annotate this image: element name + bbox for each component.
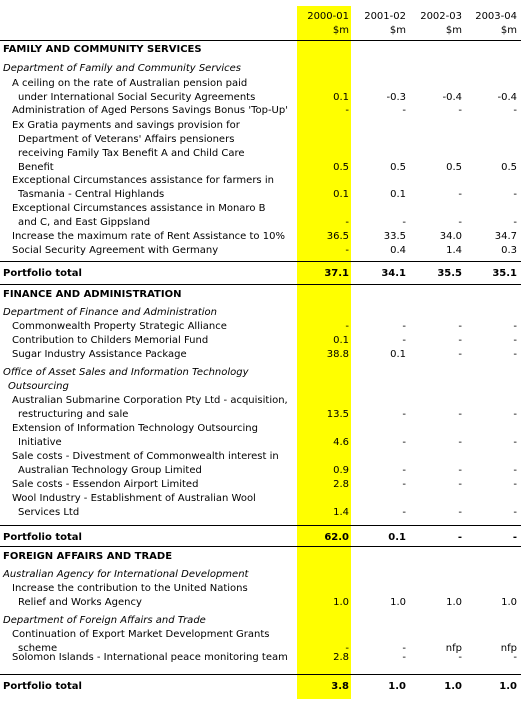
col-unit-2001-02: $m bbox=[389, 25, 406, 36]
row-label: Department of Veterans' Affairs pensioners bbox=[18, 134, 235, 145]
row-label: FAMILY AND COMMUNITY SERVICES bbox=[3, 44, 202, 55]
row-label: Commonwealth Property Strategic Alliance bbox=[12, 321, 227, 332]
row-label: restructuring and sale bbox=[18, 409, 129, 420]
row-label: Administration of Aged Persons Savings Bonus 'Top-Up' bbox=[12, 105, 288, 116]
row-label: Sugar Industry Assistance Package bbox=[12, 349, 187, 360]
cell-value-2003-04: - bbox=[513, 409, 517, 420]
row-label: Office of Asset Sales and Information Technology bbox=[3, 367, 249, 378]
cell-value-2001-02: 33.5 bbox=[383, 231, 406, 242]
cell-value-2002-03: - bbox=[458, 189, 462, 200]
cell-value-2001-02: 0.5 bbox=[390, 162, 406, 173]
cell-value-2002-03: 35.5 bbox=[437, 268, 462, 279]
col-year-2003-04: 2003-04 bbox=[475, 11, 517, 22]
cell-value-2003-04: - bbox=[512, 532, 517, 543]
cell-value-2003-04: 0.3 bbox=[501, 245, 517, 256]
cell-value-2002-03: - bbox=[458, 507, 462, 518]
cell-value-2001-02: - bbox=[402, 507, 406, 518]
row-label: Services Ltd bbox=[18, 507, 80, 518]
cell-value-2000-01: - bbox=[345, 643, 349, 654]
row-label: Tasmania - Central Highlands bbox=[18, 189, 165, 200]
cell-value-2003-04: 34.7 bbox=[494, 231, 517, 242]
col-year-2002-03: 2002-03 bbox=[420, 11, 462, 22]
cell-value-2001-02: 0.4 bbox=[390, 245, 406, 256]
cell-value-2000-01: 36.5 bbox=[326, 231, 349, 242]
cell-value-2000-01: 1.4 bbox=[333, 507, 349, 518]
col-year-2000-01: 2000-01 bbox=[307, 11, 349, 22]
cell-value-2003-04: - bbox=[513, 479, 517, 490]
cell-value-2003-04: - bbox=[513, 321, 517, 332]
row-label: Outsourcing bbox=[8, 381, 69, 392]
cell-value-2003-04: - bbox=[513, 217, 517, 228]
row-label: FOREIGN AFFAIRS AND TRADE bbox=[3, 551, 173, 562]
cell-value-2000-01: 1.0 bbox=[333, 597, 349, 608]
cell-value-2001-02: 0.1 bbox=[388, 532, 406, 543]
cell-value-2001-02: - bbox=[402, 652, 406, 663]
cell-value-2003-04: - bbox=[513, 349, 517, 360]
cell-value-2001-02: - bbox=[402, 643, 406, 654]
row-label: A ceiling on the rate of Australian pension paid bbox=[12, 78, 248, 89]
cell-value-2001-02: 34.1 bbox=[381, 268, 406, 279]
cell-value-2000-01: - bbox=[345, 217, 349, 228]
cell-value-2002-03: - bbox=[458, 437, 462, 448]
horizontal-rule bbox=[0, 546, 521, 547]
cell-value-2003-04: - bbox=[513, 465, 517, 476]
cell-value-2000-01: 0.5 bbox=[333, 162, 349, 173]
cell-value-2003-04: 35.1 bbox=[492, 268, 517, 279]
row-label: Contribution to Childers Memorial Fund bbox=[12, 335, 209, 346]
cell-value-2001-02: - bbox=[402, 409, 406, 420]
row-label: Sale costs - Essendon Airport Limited bbox=[12, 479, 199, 490]
cell-value-2001-02: 1.0 bbox=[390, 597, 406, 608]
cell-value-2002-03: - bbox=[458, 479, 462, 490]
cell-value-2002-03: 1.4 bbox=[446, 245, 462, 256]
row-label: Portfolio total bbox=[3, 268, 82, 279]
cell-value-2003-04: - bbox=[513, 105, 517, 116]
horizontal-rule bbox=[0, 674, 521, 675]
row-label: Benefit bbox=[18, 162, 54, 173]
row-label: Department of Finance and Administration bbox=[3, 307, 218, 318]
cell-value-2003-04: -0.4 bbox=[497, 92, 517, 103]
cell-value-2002-03: 1.0 bbox=[444, 681, 462, 692]
cell-value-2002-03: 34.0 bbox=[439, 231, 462, 242]
cell-value-2000-01: 0.1 bbox=[333, 189, 349, 200]
cell-value-2000-01: 0.9 bbox=[333, 465, 349, 476]
cell-value-2002-03: - bbox=[458, 321, 462, 332]
row-label: Wool Industry - Establishment of Australian Wool bbox=[12, 493, 256, 504]
cell-value-2003-04: nfp bbox=[500, 643, 517, 654]
cell-value-2003-04: - bbox=[513, 507, 517, 518]
cell-value-2000-01: 62.0 bbox=[324, 532, 349, 543]
row-label: Social Security Agreement with Germany bbox=[12, 245, 219, 256]
cell-value-2000-01: 37.1 bbox=[324, 268, 349, 279]
cell-value-2001-02: 0.1 bbox=[390, 189, 406, 200]
cell-value-2003-04: 0.5 bbox=[501, 162, 517, 173]
cell-value-2001-02: - bbox=[402, 437, 406, 448]
cell-value-2000-01: 2.8 bbox=[333, 479, 349, 490]
row-label: scheme bbox=[18, 643, 58, 654]
col-unit-2000-01: $m bbox=[332, 25, 349, 36]
horizontal-rule bbox=[0, 261, 521, 262]
row-label: Portfolio total bbox=[3, 532, 82, 543]
cell-value-2002-03: - bbox=[458, 409, 462, 420]
cell-value-2002-03: 1.0 bbox=[446, 597, 462, 608]
cell-value-2001-02: - bbox=[402, 465, 406, 476]
row-label: receiving Family Tax Benefit A and Child Care bbox=[18, 148, 245, 159]
cell-value-2001-02: - bbox=[402, 105, 406, 116]
cell-value-2000-01: 2.8 bbox=[333, 652, 349, 663]
cell-value-2000-01: 4.6 bbox=[333, 437, 349, 448]
horizontal-rule bbox=[0, 40, 521, 41]
cell-value-2003-04: 1.0 bbox=[499, 681, 517, 692]
row-label: Australian Agency for International Development bbox=[3, 569, 249, 580]
cell-value-2001-02: 1.0 bbox=[388, 681, 406, 692]
cell-value-2000-01: 0.1 bbox=[333, 335, 349, 346]
cell-value-2001-02: - bbox=[402, 335, 406, 346]
cell-value-2002-03: - bbox=[458, 465, 462, 476]
cell-value-2001-02: - bbox=[402, 321, 406, 332]
horizontal-rule bbox=[0, 284, 521, 285]
cell-value-2000-01: 0.1 bbox=[333, 92, 349, 103]
row-label: Increase the contribution to the United Nations bbox=[12, 583, 248, 594]
cell-value-2002-03: - bbox=[458, 349, 462, 360]
row-label: Increase the maximum rate of Rent Assistance to 10% bbox=[12, 231, 285, 242]
cell-value-2000-01: - bbox=[345, 245, 349, 256]
cell-value-2001-02: - bbox=[402, 217, 406, 228]
cell-value-2002-03: nfp bbox=[445, 643, 462, 654]
cell-value-2003-04: - bbox=[513, 335, 517, 346]
row-label: Portfolio total bbox=[3, 681, 82, 692]
row-label: Exceptional Circumstances assistance for farmers in bbox=[12, 175, 274, 186]
cell-value-2003-04: - bbox=[513, 437, 517, 448]
cell-value-2002-03: - bbox=[458, 217, 462, 228]
row-label: Extension of Information Technology Outsourcing bbox=[12, 423, 258, 434]
cell-value-2003-04: 1.0 bbox=[501, 597, 517, 608]
cell-value-2003-04: - bbox=[513, 652, 517, 663]
row-label: Australian Technology Group Limited bbox=[18, 465, 202, 476]
horizontal-rule bbox=[0, 525, 521, 526]
row-label: Initiative bbox=[18, 437, 62, 448]
row-label: Solomon Islands - International peace monitoring team bbox=[12, 652, 288, 663]
cell-value-2000-01: 38.8 bbox=[326, 349, 349, 360]
col-year-2001-02: 2001-02 bbox=[364, 11, 406, 22]
cell-value-2003-04: - bbox=[513, 189, 517, 200]
cell-value-2000-01: - bbox=[345, 321, 349, 332]
row-label: and C, and East Gippsland bbox=[18, 217, 151, 228]
row-label: Relief and Works Agency bbox=[18, 597, 142, 608]
cell-value-2002-03: - bbox=[458, 105, 462, 116]
cell-value-2000-01: 13.5 bbox=[326, 409, 349, 420]
row-label: Ex Gratia payments and savings provision for bbox=[12, 120, 240, 131]
cell-value-2001-02: -0.3 bbox=[386, 92, 406, 103]
cell-value-2002-03: - bbox=[457, 532, 462, 543]
cell-value-2002-03: - bbox=[458, 652, 462, 663]
row-label: Exceptional Circumstances assistance in Monaro B bbox=[12, 203, 266, 214]
col-unit-2002-03: $m bbox=[445, 25, 462, 36]
row-label: FINANCE AND ADMINISTRATION bbox=[3, 289, 182, 300]
row-label: Department of Family and Community Services bbox=[3, 63, 241, 74]
row-label: Department of Foreign Affairs and Trade bbox=[3, 615, 206, 626]
cell-value-2001-02: 0.1 bbox=[390, 349, 406, 360]
cell-value-2002-03: -0.4 bbox=[442, 92, 462, 103]
cell-value-2002-03: 0.5 bbox=[446, 162, 462, 173]
cell-value-2001-02: - bbox=[402, 479, 406, 490]
cell-value-2002-03: - bbox=[458, 335, 462, 346]
cell-value-2000-01: - bbox=[345, 105, 349, 116]
row-label: Sale costs - Divestment of Commonwealth interest in bbox=[12, 451, 279, 462]
col-unit-2003-04: $m bbox=[500, 25, 517, 36]
row-label: Continuation of Export Market Development Grants bbox=[12, 629, 270, 640]
row-label: under International Social Security Agreements bbox=[18, 92, 256, 103]
row-label: Australian Submarine Corporation Pty Ltd - acquisition, bbox=[12, 395, 288, 406]
cell-value-2000-01: 3.8 bbox=[331, 681, 349, 692]
